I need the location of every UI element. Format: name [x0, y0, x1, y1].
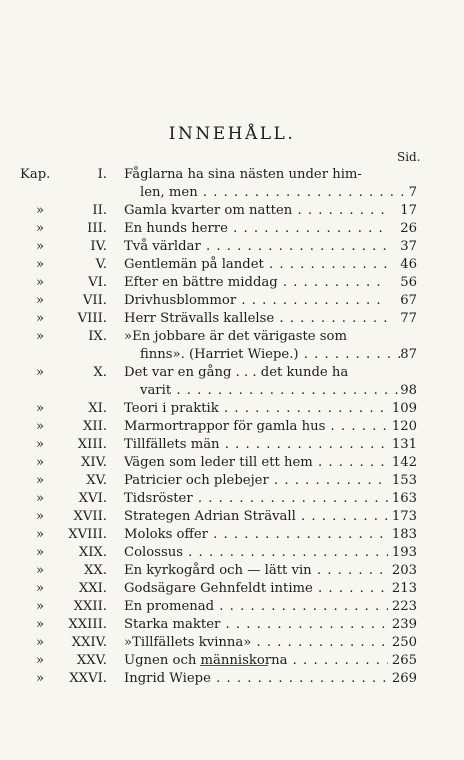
toc-row [0, 670, 464, 688]
chapter-title: Starka makter . . . [124, 616, 388, 634]
chapter-title: Godsägare Gehnfeldt intime . . . [124, 580, 388, 598]
ditto-mark: » [36, 671, 45, 686]
toc-row [0, 382, 464, 400]
chapter-number: VII. [82, 293, 107, 308]
chapter-number: XX. [84, 563, 107, 578]
chapter-title: »En jobbare är det värigaste som [124, 329, 347, 344]
chapter-title: Strategen Adrian Strävall . . . [124, 508, 388, 526]
page-column-label: Sid. [397, 150, 421, 164]
toc-row [0, 256, 464, 274]
chapter-title: varit . . . [140, 382, 404, 400]
ditto-mark: » [36, 599, 45, 614]
chapter-title: En hunds herre . . . [124, 220, 388, 238]
chapter-title: Det var en gång . . . det kunde ha [124, 365, 349, 380]
toc-row [0, 202, 464, 220]
toc-row [0, 364, 464, 382]
chapter-title: Fåglarna ha sina nästen under him- [124, 167, 362, 182]
chapter-number: IX. [88, 329, 107, 344]
chapter-number: XIX. [78, 545, 107, 560]
ditto-mark: » [36, 239, 45, 254]
toc-row [0, 652, 464, 670]
chapter-number: IV. [90, 239, 107, 254]
ditto-mark: » [36, 563, 45, 578]
chapter-number: I. [97, 167, 107, 182]
toc-row [0, 526, 464, 544]
ditto-mark: » [36, 293, 45, 308]
chapter-title: finns». (Harriet Wiepe.) . . . [140, 346, 404, 364]
toc-row [0, 598, 464, 616]
ditto-mark: » [36, 635, 45, 650]
ditto-mark: » [36, 509, 45, 524]
page-number: 131 [391, 437, 417, 452]
page-number: 250 [391, 635, 417, 650]
chapter-title: Moloks offer . . . [124, 526, 388, 544]
chapter-number: XVII. [73, 509, 107, 524]
page-number: 67 [400, 293, 417, 308]
chapter-title: En promenad . . . [124, 598, 388, 616]
ditto-mark: » [36, 581, 45, 596]
toc-row [0, 310, 464, 328]
chapter-number: XIV. [80, 455, 107, 470]
ditto-mark: » [36, 221, 45, 236]
chapter-title: Patricier och plebejer . . . [124, 472, 388, 490]
chapter-title: Drivhusblommor . . . [124, 292, 388, 310]
chapter-number: XXIII. [68, 617, 107, 632]
chapter-number: XVI. [78, 491, 107, 506]
page-number: 163 [391, 491, 417, 506]
toc-row [0, 184, 464, 202]
chapter-title: Marmortrappor för gamla hus . . . [124, 418, 388, 436]
ditto-mark: » [36, 545, 45, 560]
chapter-number: VI. [88, 275, 107, 290]
chapter-title: Ingrid Wiepe . . . [124, 670, 388, 688]
chapter-number: III. [87, 221, 107, 236]
toc-row [0, 508, 464, 526]
chapter-title: »Tillfällets kvinna» . . . [124, 634, 388, 652]
ditto-mark: » [36, 437, 45, 452]
ditto-mark: » [36, 527, 45, 542]
ditto-mark: » [36, 365, 45, 380]
page-number: 87 [400, 347, 417, 362]
chapter-number: X. [93, 365, 107, 380]
toc-row [0, 166, 464, 184]
chapter-title: Efter en bättre middag . . . [124, 274, 388, 292]
page-number: 109 [391, 401, 417, 416]
ditto-mark: » [36, 311, 45, 326]
ditto-mark: » [36, 491, 45, 506]
toc-row [0, 328, 464, 346]
chapter-number: XXV. [76, 653, 107, 668]
chapter-title: Gentlemän på landet . . . [124, 256, 388, 274]
page-number: 173 [391, 509, 417, 524]
toc-row [0, 580, 464, 598]
chapter-title: Vägen som leder till ett hem . . . [124, 454, 388, 472]
chapter-number: XVIII. [68, 527, 107, 542]
chapter-number: XXI. [78, 581, 107, 596]
page-number: 153 [391, 473, 417, 488]
toc-row [0, 418, 464, 436]
chapter-number: XII. [83, 419, 107, 434]
chapter-number: VIII. [77, 311, 107, 326]
chapter-title: Herr Strävalls kallelse . . . [124, 310, 388, 328]
chapter-title: Colossus . . . [124, 544, 388, 562]
chapter-number: XXII. [73, 599, 107, 614]
chapter-number: XIII. [77, 437, 107, 452]
ditto-mark: » [36, 257, 45, 272]
chapter-number: XXVI. [69, 671, 107, 686]
page-number: 77 [400, 311, 417, 326]
ditto-mark: » [36, 275, 45, 290]
toc-row [0, 436, 464, 454]
toc-row [0, 544, 464, 562]
chapter-number: V. [95, 257, 107, 272]
chapter-title: Gamla kvarter om natten . . . [124, 202, 388, 220]
ditto-mark: » [36, 473, 45, 488]
page-number: 7 [408, 185, 417, 200]
chapter-title: Tidsröster . . . [124, 490, 388, 508]
ditto-mark: » [36, 329, 45, 344]
closing-rule [200, 665, 268, 666]
ditto-mark: » [36, 401, 45, 416]
page-number: 98 [400, 383, 417, 398]
page-number: 265 [391, 653, 417, 668]
page-number: 203 [391, 563, 417, 578]
chapter-title: Teori i praktik . . . [124, 400, 388, 418]
toc-row [0, 274, 464, 292]
page-number: 239 [391, 617, 417, 632]
page-number: 223 [391, 599, 417, 614]
chapter-title: Ugnen och människorna . . . [124, 652, 388, 670]
toc-row [0, 238, 464, 256]
toc-row [0, 616, 464, 634]
ditto-mark: » [36, 617, 45, 632]
ditto-mark: » [36, 419, 45, 434]
chapter-title: En kyrkogård och — lätt vin . . . [124, 562, 388, 580]
page-number: 26 [400, 221, 417, 236]
toc-row [0, 562, 464, 580]
toc-row [0, 454, 464, 472]
page-number: 37 [400, 239, 417, 254]
ditto-mark: » [36, 203, 45, 218]
page-number: 120 [391, 419, 417, 434]
chapter-number: XI. [88, 401, 107, 416]
ditto-mark: » [36, 455, 45, 470]
toc-row [0, 634, 464, 652]
page-number: 17 [400, 203, 417, 218]
page-number: 269 [391, 671, 417, 686]
chapter-title: Tillfällets män . . . [124, 436, 388, 454]
page-number: 213 [391, 581, 417, 596]
ditto-mark: » [36, 653, 45, 668]
page-number: 142 [391, 455, 417, 470]
toc-row [0, 220, 464, 238]
chapter-title: Två världar . . . [124, 238, 388, 256]
toc-row [0, 346, 464, 364]
chapter-title: len, men . . . [140, 184, 404, 202]
page-title: INNEHÅLL. [168, 124, 296, 144]
page-number: 56 [400, 275, 417, 290]
toc-row [0, 292, 464, 310]
chapter-number: XV. [86, 473, 107, 488]
chapter-number: XXIV. [71, 635, 107, 650]
kap-label: Kap. [20, 167, 51, 182]
page-number: 193 [391, 545, 417, 560]
toc-row [0, 472, 464, 490]
page-number: 46 [400, 257, 417, 272]
page-number: 183 [391, 527, 417, 542]
chapter-number: II. [92, 203, 107, 218]
toc-row [0, 490, 464, 508]
toc-row [0, 400, 464, 418]
